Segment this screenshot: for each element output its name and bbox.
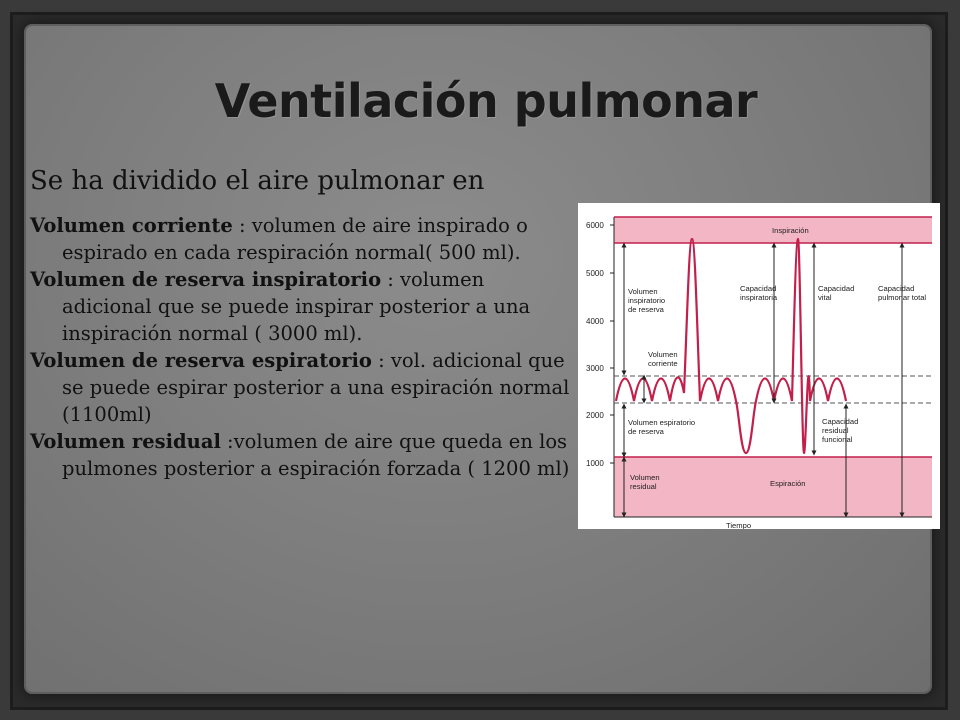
label-line: residual bbox=[822, 426, 849, 435]
definition-term: Volumen de reserva espiratorio bbox=[30, 349, 372, 372]
definition-text: : vol. adicional que se puede espirar posterior a una espiración normal (1100ml) bbox=[62, 349, 570, 426]
y-tick-label: 5000 bbox=[586, 269, 604, 278]
definition-term: Volumen residual bbox=[30, 430, 221, 453]
definition-text: :volumen de aire que queda en los pulmones posterior a espiración forzada ( 1200 ml) bbox=[62, 430, 570, 480]
slide-title: Ventilación pulmonar bbox=[214, 74, 758, 128]
label-line: Volumen bbox=[630, 473, 660, 482]
y-tick-label: 2000 bbox=[586, 411, 604, 420]
definition-residual-volume bbox=[30, 428, 570, 482]
label-line: Capacidad bbox=[878, 284, 915, 293]
label-line: de reserva bbox=[628, 427, 664, 436]
lung-volumes-svg bbox=[578, 203, 940, 529]
definition-text: : volumen adicional que se puede inspirar posterior a una inspiración normal ( 3000 ml). bbox=[62, 268, 531, 345]
expiration-label: Espiración bbox=[770, 479, 806, 488]
label-line: corriente bbox=[648, 359, 678, 368]
label-line: pulmonar total bbox=[878, 293, 927, 302]
definition-term: Volumen de reserva inspiratorio bbox=[30, 268, 382, 291]
label-inspiratory-reserve bbox=[628, 287, 665, 314]
label-inspiratory-capacity bbox=[740, 284, 778, 302]
label-line: funcional bbox=[822, 435, 853, 444]
label-line: inspiratorio bbox=[628, 296, 666, 305]
label-line: Volumen espiratorio bbox=[628, 418, 696, 427]
lung-volumes-diagram bbox=[578, 203, 940, 529]
definition-expiratory-reserve bbox=[30, 347, 570, 428]
label-tidal-volume bbox=[648, 350, 678, 368]
y-tick-label: 6000 bbox=[586, 221, 604, 230]
inspiration-label: Inspiración bbox=[772, 226, 809, 235]
intro-text: Se ha dividido el aire pulmonar en bbox=[30, 166, 485, 196]
y-tick-label: 3000 bbox=[586, 364, 604, 373]
label-line: Capacidad bbox=[740, 284, 777, 293]
label-expiratory-reserve bbox=[628, 418, 695, 436]
label-vital-capacity bbox=[818, 284, 854, 302]
label-functional-residual bbox=[822, 417, 858, 444]
label-total-lung-capacity bbox=[878, 284, 926, 302]
label-line: de reserva bbox=[628, 305, 664, 314]
definition-term: Volumen corriente bbox=[30, 214, 233, 237]
y-ticks bbox=[586, 221, 614, 468]
time-axis-label: Tiempo bbox=[726, 521, 752, 529]
label-line: residual bbox=[630, 482, 657, 491]
y-tick-label: 1000 bbox=[586, 459, 604, 468]
label-line: Capacidad bbox=[822, 417, 859, 426]
label-line: Volumen bbox=[628, 287, 658, 296]
definition-inspiratory-reserve bbox=[30, 266, 570, 347]
definitions-list bbox=[30, 212, 570, 482]
label-line: vital bbox=[818, 293, 832, 302]
label-line: inspiratoria bbox=[740, 293, 778, 302]
definition-tidal-volume bbox=[30, 212, 570, 266]
y-tick-label: 4000 bbox=[586, 317, 604, 326]
label-line: Capacidad bbox=[818, 284, 855, 293]
definition-text: : volumen de aire inspirado o espirado en cada respiración normal( 500 ml). bbox=[62, 214, 528, 264]
label-residual-volume bbox=[630, 473, 660, 491]
label-line: Volumen bbox=[648, 350, 678, 359]
